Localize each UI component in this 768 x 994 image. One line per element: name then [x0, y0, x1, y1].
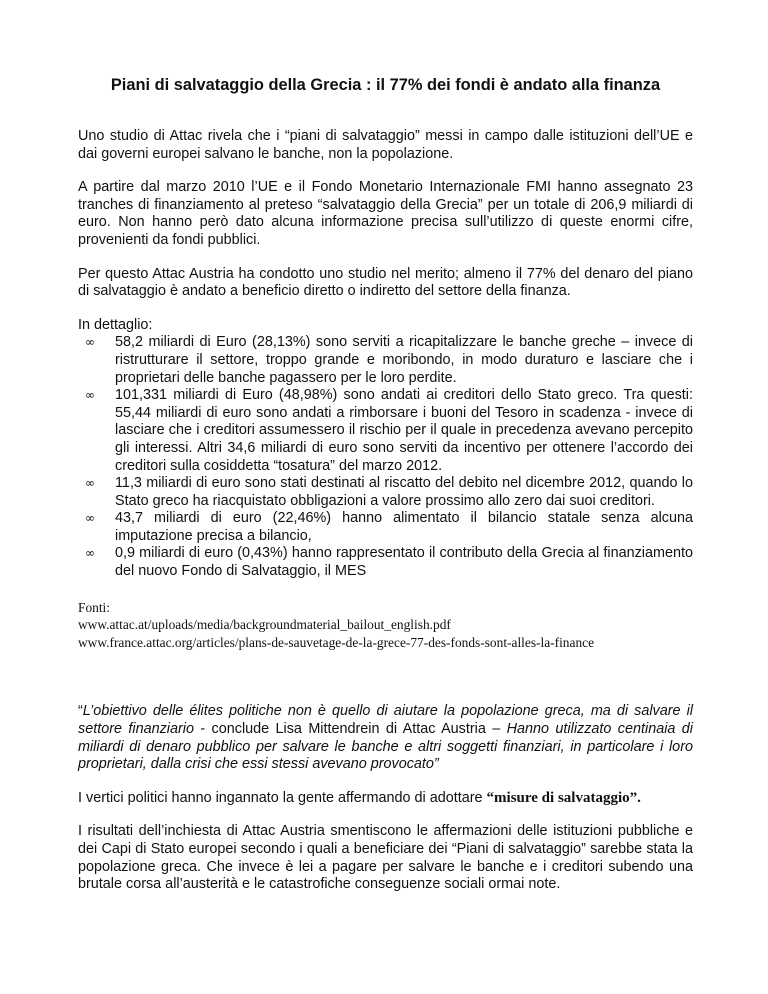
mittendrein-quote: [78, 703, 693, 773]
list-item: [78, 545, 693, 580]
sources-block: [78, 599, 693, 652]
infinity-bullet-icon: ∞: [85, 388, 95, 403]
infinity-bullet-icon: ∞: [85, 511, 95, 526]
source-link-attac-at[interactable]: www.attac.at/uploads/media/backgroundmaterial_bailout_english.pdf: [78, 617, 451, 633]
statement-text: I vertici politici hanno ingannato la gente affermando di adottare: [78, 789, 487, 806]
details-list: [78, 334, 693, 580]
document-body: [78, 76, 693, 910]
statement-emphasis: “misure di salvataggio”.: [486, 789, 641, 806]
quote-part-2: Hanno utilizzato centinaia di miliardi di denaro pubblico per salvare le banche e altri soggetti finanziari, in particolare i loro proprietari, dalla crisi che essi stessi avevano provocato”: [78, 721, 693, 773]
intro-paragraph: Uno studio di Attac rivela che i “piani di salvataggio” messi in campo dalle istituzioni dell’UE e dai governi europei salvano le banche, non la popolazione.: [78, 128, 693, 162]
list-item: [78, 334, 693, 387]
details-label: In dettaglio:: [78, 316, 153, 333]
list-item: [78, 475, 693, 510]
infinity-bullet-icon: ∞: [85, 335, 95, 350]
infinity-bullet-icon: ∞: [85, 546, 95, 561]
closing-paragraph: I risultati dell’inchiesta di Attac Austria smentiscono le affermazioni delle istituzioni pubbliche e dei Capi di Stato europei secondo i quali a beneficiare dei “Piani di salvataggio” sarebbe stata la popolazione greca. Che invece è lei a pagare per salvare le banche e i creditori subendo una brutale corsa all’austerità e le catastrofiche conseguenze sociali ormai note.: [78, 823, 693, 893]
list-item-text: 58,2 miliardi di Euro (28,13%) sono serviti a ricapitalizzare le banche greche – invece di ristrutturare il settore, troppo grande e moribondo, in modo duraturo e lasciare che i proprietari delle banche pagassero per le loro perdite.: [115, 334, 693, 386]
sources-label: Fonti:: [78, 599, 110, 615]
quote-attribution: - conclude Lisa Mittendrein di Attac Austria –: [193, 721, 507, 738]
list-item-text: 43,7 miliardi di euro (22,46%) hanno alimentato il bilancio statale senza alcuna imputazione precisa a bilancio,: [115, 510, 693, 544]
funding-paragraph: A partire dal marzo 2010 l’UE e il Fondo Monetario Internazionale FMI hanno assegnato 23 tranches di finanziamento al preteso “salvataggio della Grecia” per un totale di 206,9 miliardi di euro. Non hanno però dato alcuna informazione precisa sull’utilizzo di queste enormi cifre, provenienti da fondi pubblici.: [78, 179, 693, 248]
study-paragraph: Per questo Attac Austria ha condotto uno studio nel merito; almeno il 77% del denaro del piano di salvataggio è andato a beneficio diretto o indiretto del settore della finanza.: [78, 265, 693, 300]
source-link-attac-france[interactable]: www.france.attac.org/articles/plans-de-sauvetage-de-la-grece-77-des-fonds-sont-alles-la-finance: [78, 634, 595, 650]
statement-paragraph: [78, 790, 693, 808]
quote-part-1: L’obiettivo delle élites politiche non è quello di aiutare la popolazione greca, ma di salvare il settore finanziario: [78, 703, 693, 738]
list-item-text: 0,9 miliardi di euro (0,43%) hanno rappresentato il contributo della Grecia al finanziamento del nuovo Fondo di Salvataggio, il MES: [115, 545, 693, 580]
quote-open-mark: “: [78, 703, 83, 720]
list-item-text: 11,3 miliardi di euro sono stati destinati al riscatto del debito nel dicembre 2012, quando lo Stato greco ha riacquistato obbligazioni a valore prossimo allo zero dai suoi creditori.: [115, 475, 693, 509]
list-item: [78, 510, 693, 545]
page-title: Piani di salvataggio della Grecia : il 77% dei fondi è andato alla finanza: [110, 76, 661, 94]
list-item-text: 101,331 miliardi di Euro (48,98%) sono andati ai creditori dello Stato greco. Tra questi: 55,44 miliardi di euro sono andati a rimborsare i buoni del Tesoro in scadenza - invece di lasciare che i creditori assumessero il rischio per il quale in precedenza avevano percepito gli interessi. Altri 34,6 miliardi di euro sono serviti da incentivo per ottenere l’accordo dei creditori sulla cosiddetta “tosatura” del marzo 2012.: [115, 387, 693, 474]
infinity-bullet-icon: ∞: [85, 476, 95, 491]
list-item: [78, 387, 693, 475]
